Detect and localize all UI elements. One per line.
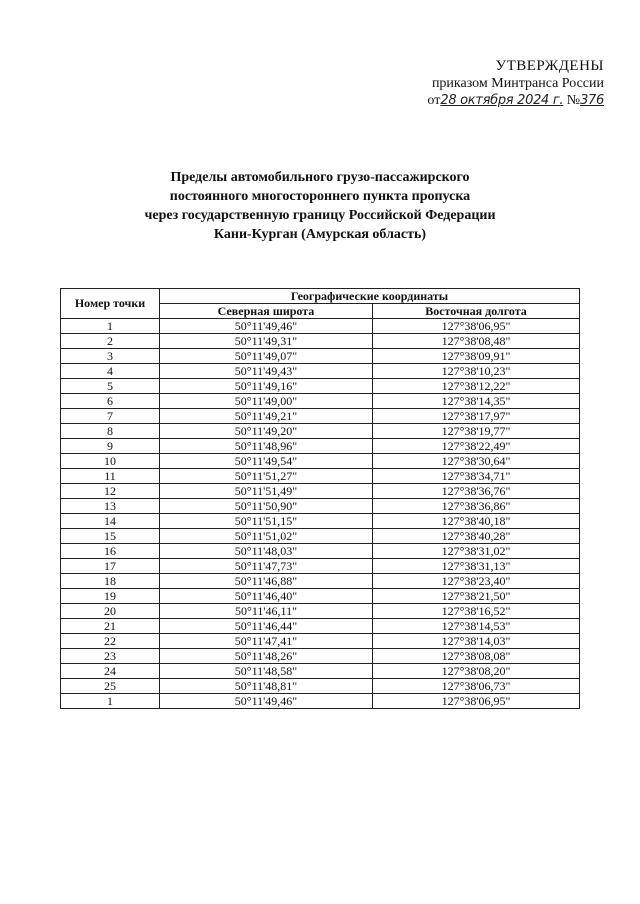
point-number-cell: 9	[61, 439, 160, 454]
approval-title: УТВЕРЖДЕНЫ	[495, 58, 604, 74]
latitude-cell: 50°11'47,41"	[160, 634, 373, 649]
latitude-cell: 50°11'51,15"	[160, 514, 373, 529]
table-row	[61, 424, 580, 439]
point-number-cell: 10	[61, 454, 160, 469]
point-number-cell: 15	[61, 529, 160, 544]
table-row	[61, 574, 580, 589]
latitude-cell: 50°11'48,96"	[160, 439, 373, 454]
table-row	[61, 634, 580, 649]
latitude-cell: 50°11'51,02"	[160, 529, 373, 544]
latitude-cell: 50°11'49,46"	[160, 319, 373, 334]
table-row	[61, 394, 580, 409]
table-row	[61, 484, 580, 499]
table-row	[61, 379, 580, 394]
table-row	[61, 559, 580, 574]
table-row	[61, 514, 580, 529]
header-north-latitude: Северная широта	[160, 304, 373, 319]
table-row	[61, 649, 580, 664]
longitude-cell: 127°38'08,08"	[373, 649, 580, 664]
longitude-cell: 127°38'34,71"	[373, 469, 580, 484]
number-prefix: №	[566, 93, 581, 108]
point-number-cell: 3	[61, 349, 160, 364]
point-number-cell: 11	[61, 469, 160, 484]
latitude-cell: 50°11'46,44"	[160, 619, 373, 634]
latitude-cell: 50°11'46,11"	[160, 604, 373, 619]
latitude-cell: 50°11'51,49"	[160, 484, 373, 499]
latitude-cell: 50°11'48,81"	[160, 679, 373, 694]
approval-authority: приказом Минтранса России	[431, 76, 604, 91]
latitude-cell: 50°11'46,40"	[160, 589, 373, 604]
table-row	[61, 454, 580, 469]
longitude-cell: 127°38'14,53"	[373, 619, 580, 634]
table-row	[61, 529, 580, 544]
point-number-cell: 18	[61, 574, 160, 589]
point-number-cell: 1	[61, 694, 160, 709]
longitude-cell: 127°38'31,13"	[373, 559, 580, 574]
longitude-cell: 127°38'21,50"	[373, 589, 580, 604]
table-row	[61, 544, 580, 559]
longitude-cell: 127°38'19,77"	[373, 424, 580, 439]
title-line: Кани-Курган (Амурская область)	[213, 227, 427, 242]
latitude-cell: 50°11'49,07"	[160, 349, 373, 364]
header-point-number: Номер точки	[61, 289, 160, 319]
point-number-cell: 13	[61, 499, 160, 514]
order-date-line	[374, 92, 604, 109]
point-number-cell: 16	[61, 544, 160, 559]
table-row	[61, 334, 580, 349]
table-row	[61, 319, 580, 334]
point-number-cell: 22	[61, 634, 160, 649]
point-number-cell: 20	[61, 604, 160, 619]
longitude-cell: 127°38'36,86"	[373, 499, 580, 514]
table-row	[61, 589, 580, 604]
table-row	[61, 679, 580, 694]
longitude-cell: 127°38'14,03"	[373, 634, 580, 649]
longitude-cell: 127°38'06,95"	[373, 694, 580, 709]
title-line: через государственную границу Российской Федерации	[144, 208, 496, 223]
latitude-cell: 50°11'49,16"	[160, 379, 373, 394]
longitude-cell: 127°38'30,64"	[373, 454, 580, 469]
table-row	[61, 349, 580, 364]
longitude-cell: 127°38'14,35"	[373, 394, 580, 409]
document-title	[60, 168, 580, 244]
table-row	[61, 619, 580, 634]
latitude-cell: 50°11'46,88"	[160, 574, 373, 589]
approval-block	[374, 58, 604, 109]
latitude-cell: 50°11'47,73"	[160, 559, 373, 574]
coordinates-table	[60, 288, 580, 709]
longitude-cell: 127°38'31,02"	[373, 544, 580, 559]
point-number-cell: 8	[61, 424, 160, 439]
longitude-cell: 127°38'40,28"	[373, 529, 580, 544]
table-row	[61, 499, 580, 514]
latitude-cell: 50°11'49,54"	[160, 454, 373, 469]
table-row	[61, 469, 580, 484]
latitude-cell: 50°11'49,21"	[160, 409, 373, 424]
point-number-cell: 5	[61, 379, 160, 394]
latitude-cell: 50°11'49,20"	[160, 424, 373, 439]
point-number-cell: 12	[61, 484, 160, 499]
latitude-cell: 50°11'49,31"	[160, 334, 373, 349]
table-row	[61, 439, 580, 454]
table-row	[61, 604, 580, 619]
latitude-cell: 50°11'49,00"	[160, 394, 373, 409]
point-number-cell: 6	[61, 394, 160, 409]
handwritten-date: 28 октября 2024 г.	[440, 93, 564, 108]
table-row	[61, 664, 580, 679]
table-row	[61, 364, 580, 379]
point-number-cell: 14	[61, 514, 160, 529]
table-row	[61, 409, 580, 424]
point-number-cell: 25	[61, 679, 160, 694]
longitude-cell: 127°38'08,20"	[373, 664, 580, 679]
header-geo-coordinates: Географические координаты	[160, 289, 580, 304]
longitude-cell: 127°38'06,73"	[373, 679, 580, 694]
longitude-cell: 127°38'10,23"	[373, 364, 580, 379]
header-east-longitude: Восточная долгота	[373, 304, 580, 319]
point-number-cell: 21	[61, 619, 160, 634]
longitude-cell: 127°38'08,48"	[373, 334, 580, 349]
point-number-cell: 2	[61, 334, 160, 349]
latitude-cell: 50°11'48,58"	[160, 664, 373, 679]
point-number-cell: 19	[61, 589, 160, 604]
point-number-cell: 4	[61, 364, 160, 379]
table-body	[61, 319, 580, 709]
latitude-cell: 50°11'49,43"	[160, 364, 373, 379]
point-number-cell: 24	[61, 664, 160, 679]
point-number-cell: 7	[61, 409, 160, 424]
point-number-cell: 17	[61, 559, 160, 574]
latitude-cell: 50°11'50,90"	[160, 499, 373, 514]
latitude-cell: 50°11'48,26"	[160, 649, 373, 664]
title-line: постоянного многостороннего пункта пропуска	[169, 189, 471, 204]
point-number-cell: 23	[61, 649, 160, 664]
longitude-cell: 127°38'40,18"	[373, 514, 580, 529]
handwritten-number: 376	[580, 93, 604, 108]
title-line: Пределы автомобильного грузо-пассажирского	[170, 170, 470, 185]
point-number-cell: 1	[61, 319, 160, 334]
latitude-cell: 50°11'49,46"	[160, 694, 373, 709]
longitude-cell: 127°38'16,52"	[373, 604, 580, 619]
longitude-cell: 127°38'09,91"	[373, 349, 580, 364]
longitude-cell: 127°38'17,97"	[373, 409, 580, 424]
latitude-cell: 50°11'51,27"	[160, 469, 373, 484]
date-prefix: от	[427, 93, 441, 108]
longitude-cell: 127°38'06,95"	[373, 319, 580, 334]
longitude-cell: 127°38'12,22"	[373, 379, 580, 394]
latitude-cell: 50°11'48,03"	[160, 544, 373, 559]
longitude-cell: 127°38'23,40"	[373, 574, 580, 589]
longitude-cell: 127°38'22,49"	[373, 439, 580, 454]
longitude-cell: 127°38'36,76"	[373, 484, 580, 499]
table-row	[61, 694, 580, 709]
